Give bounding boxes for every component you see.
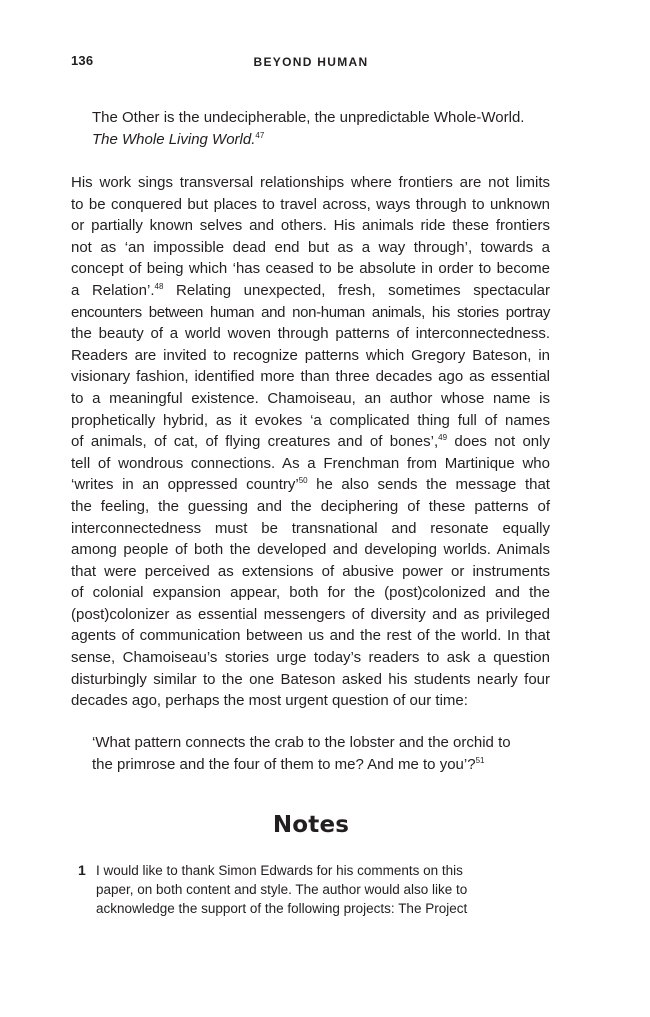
paragraph-line: of colonial expansion appear, both for the (post)colonized and the	[71, 584, 550, 602]
notes-heading: Notes	[272, 812, 350, 838]
quote-italic-text: The Whole Living World.	[92, 130, 256, 148]
running-head: BEYOND HUMAN	[253, 55, 369, 69]
paragraph-line: not as ‘an impossible dead end but as a way through’, towards a	[71, 238, 550, 256]
note-line: paper, on both content and style. The author would also like to	[96, 882, 468, 897]
paragraph-text: ‘writes in an oppressed country’	[71, 476, 299, 494]
quote-line: ‘What pattern connects the crab to the lobster and the orchid to	[92, 734, 511, 751]
footnote-ref: 51	[475, 755, 485, 765]
note-line: acknowledge the support of the following projects: The Project	[96, 901, 468, 916]
paragraph-line: interconnectedness must be transnational and resonate equally	[71, 519, 550, 537]
footnote-ref: 48	[154, 281, 164, 291]
page-number: 136	[71, 53, 94, 68]
paragraph-line: among people of both the developed and developing worlds. Animals	[71, 541, 550, 559]
paragraph-line: sense, Chamoiseau’s stories urge today’s readers to ask a question	[71, 649, 550, 667]
paragraph-line: decades ago, perhaps the most urgent question of our time:	[71, 692, 468, 710]
paragraph-line: Readers are invited to recognize patterns which Gregory Bateson, in	[71, 346, 550, 364]
paragraph-line: (post)colonizer as essential messengers of diversity and as privileged	[71, 605, 550, 623]
body-paragraph	[71, 172, 550, 712]
paragraph-line: the feeling, the guessing and the deciphering of these patterns of	[71, 497, 550, 515]
paragraph-line: or partially known selves and others. His animals ride these frontiers	[71, 217, 550, 235]
paragraph-line: agents of communication between us and the rest of the world. In that	[71, 627, 550, 645]
quote-text: the primrose and the four of them to me? And me to you’?	[92, 755, 476, 773]
paragraph-line: that were perceived as extensions of abusive power or instruments	[71, 562, 550, 580]
paragraph-line: to be conquered but places to travel across, ways through to unknown	[71, 195, 550, 213]
paragraph-line: concept of being which ‘has ceased to be absolute in order to become	[71, 260, 550, 278]
note-line: I would like to thank Simon Edwards for his comments on this	[96, 863, 463, 878]
paragraph-line: disturbingly similar to the one Bateson asked his students nearly four	[71, 670, 550, 688]
paragraph-line: visionary fashion, identified more than three decades ago as essential	[71, 368, 550, 386]
quote-line: The Other is the undecipherable, the unpredictable Whole-World.	[92, 109, 525, 126]
paragraph-text: of animals, of cat, of flying creatures and of bones’,	[71, 433, 439, 451]
paragraph-text: he also sends the message that	[307, 476, 550, 494]
block-quote-bateson	[92, 732, 550, 775]
paragraph-line: prophetically hybrid, as it evokes ‘a complicated thing full of names	[71, 411, 550, 429]
paragraph-text: does not only	[447, 433, 550, 451]
paragraph-line	[71, 431, 550, 453]
paragraph-line: His work sings transversal relationships where frontiers are not limits	[71, 174, 550, 191]
paragraph-line: to a meaningful existence. Chamoiseau, an author whose name is	[71, 389, 550, 407]
note-number: 1	[78, 862, 86, 878]
paragraph-line: encounters between human and non-human animals, his stories portray	[71, 303, 550, 321]
note-text	[96, 861, 521, 918]
footnote-ref: 49	[438, 433, 448, 443]
paragraph-line: tell of wondrous connections. As a Frenchman from Martinique who	[71, 454, 550, 472]
paragraph-line	[71, 280, 550, 302]
paragraph-line	[71, 474, 550, 496]
paragraph-text: a Relation’.	[71, 281, 155, 299]
paragraph-line: the beauty of a world woven through patterns of interconnectedness.	[71, 325, 550, 343]
paragraph-text: Relating unexpected, fresh, sometimes spectacular	[163, 281, 550, 299]
quote-line	[92, 754, 550, 776]
footnote-ref: 47	[255, 130, 265, 140]
footnote-ref: 50	[298, 476, 308, 486]
quote-line	[92, 129, 550, 151]
block-quote-whole-world	[92, 107, 550, 150]
